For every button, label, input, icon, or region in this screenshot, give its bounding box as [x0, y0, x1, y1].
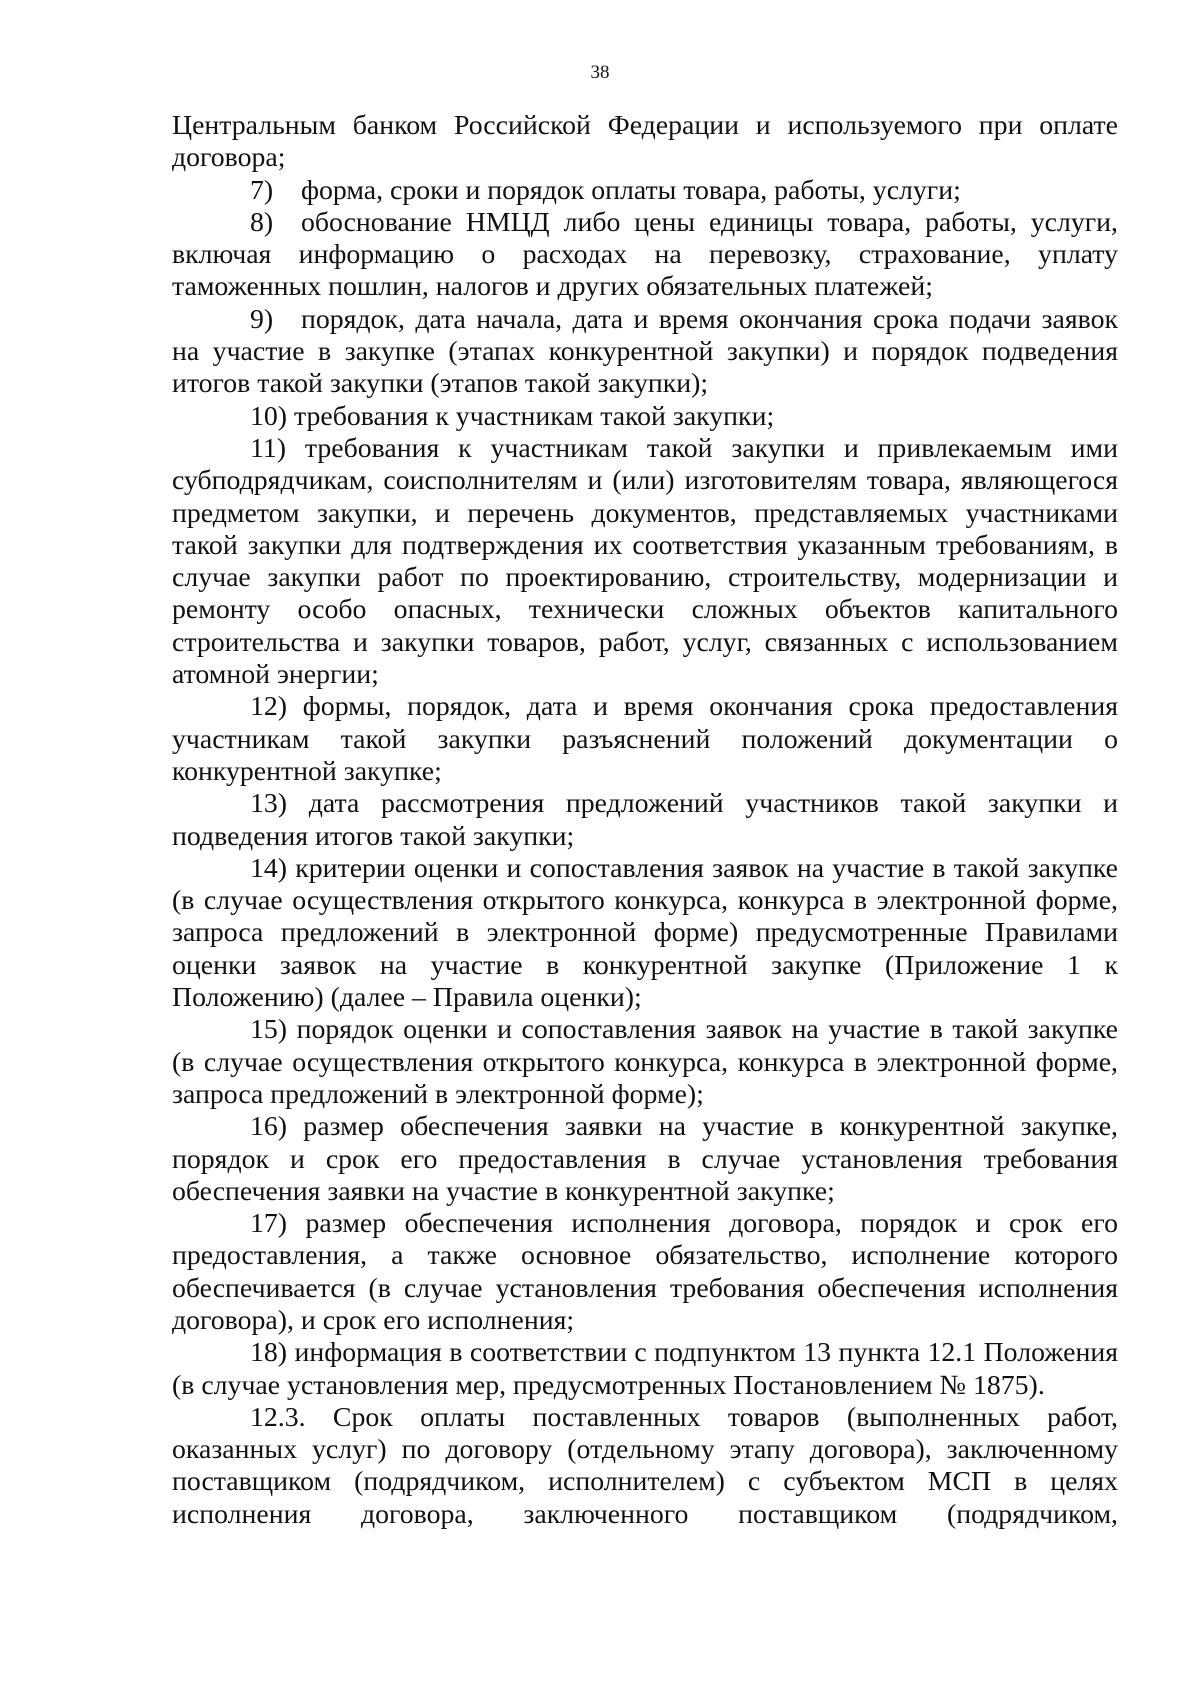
list-item-13: 13) дата рассмотрения предложений участников такой закупки и подведения итогов такой закупки; — [172, 788, 1118, 852]
section-12-3: 12.3. Срок оплаты поставленных товаров (выполненных работ, оказанных услуг) по договору (отдельному этапу договора), заключенному поставщиком (подрядчиком, исполнителем) с субъектом МСП в целях исполнения договора, заключенного поставщиком (подрядчиком, — [172, 1401, 1118, 1530]
list-item-15: 15) порядок оценки и сопоставления заявок на участие в такой закупке (в случае осуществления открытого конкурса, конкурса в электронной форме, запроса предложений в электронной форме); — [172, 1014, 1118, 1110]
list-item-18: 18) информация в соответствии с подпунктом 13 пункта 12.1 Положения (в случае установления мер, предусмотренных Постановлением № 1875). — [172, 1337, 1118, 1401]
page-number: 38 — [590, 62, 610, 83]
document-body — [172, 110, 1118, 1531]
list-item-8: 8) обоснование НМЦД либо цены единицы товара, работы, услуги, включая информацию о расходах на перевозку, страхование, уплату таможенных пошлин, налогов и других обязательных платежей; — [172, 206, 1118, 303]
list-item-16: 16) размер обеспечения заявки на участие в конкурентной закупке, порядок и срок его предоставления в случае установления требования обеспечения заявки на участие в конкурентной закупке; — [172, 1111, 1118, 1207]
list-item-9: 9) порядок, дата начала, дата и время окончания срока подачи заявок на участие в закупке (этапах конкурентной закупки) и порядок подведения итогов такой закупки (этапов такой закупки); — [172, 303, 1118, 400]
list-item-10: 10) требования к участникам такой закупки; — [250, 400, 775, 432]
list-item-17: 17) размер обеспечения исполнения договора, порядок и срок его предоставления, а также основное обязательство, исполнение которого обеспечивается (в случае установления требования обеспечения исполнения договора), и срок его исполнения; — [172, 1208, 1118, 1336]
list-item-11: 11) требования к участникам такой закупки и привлекаемым ими субподрядчикам, соисполнителям и (или) изготовителям товара, являющегося предметом закупки, и перечень документов, представляемых участниками такой закупки для подтверждения их соответствия указанным требованиям, в случае закупки работ по проектированию, строительству, модернизации и ремонту особо опасных, технически сложных объектов капитального строительства и закупки товаров, работ, услуг, связанных с использованием атомной энергии; — [172, 432, 1118, 691]
list-item-7: 7) форма, сроки и порядок оплаты товара, работы, услуги; — [250, 174, 961, 206]
list-item-12: 12) формы, порядок, дата и время окончания срока предоставления участникам такой закупки разъяснений положений документации о конкурентной закупке; — [172, 691, 1118, 787]
paragraph-continuation: Центральным банком Российской Федерации и используемого при оплате договора; — [172, 110, 1118, 174]
list-item-14: 14) критерии оценки и сопоставления заявок на участие в такой закупке (в случае осуществления открытого конкурса, конкурса в электронной форме, запроса предложений в электронной форме) предусмотренные Правилами оценки заявок на участие в конкурентной закупке (Приложение 1 к Положению) (далее – Правила оценки); — [172, 852, 1118, 1014]
